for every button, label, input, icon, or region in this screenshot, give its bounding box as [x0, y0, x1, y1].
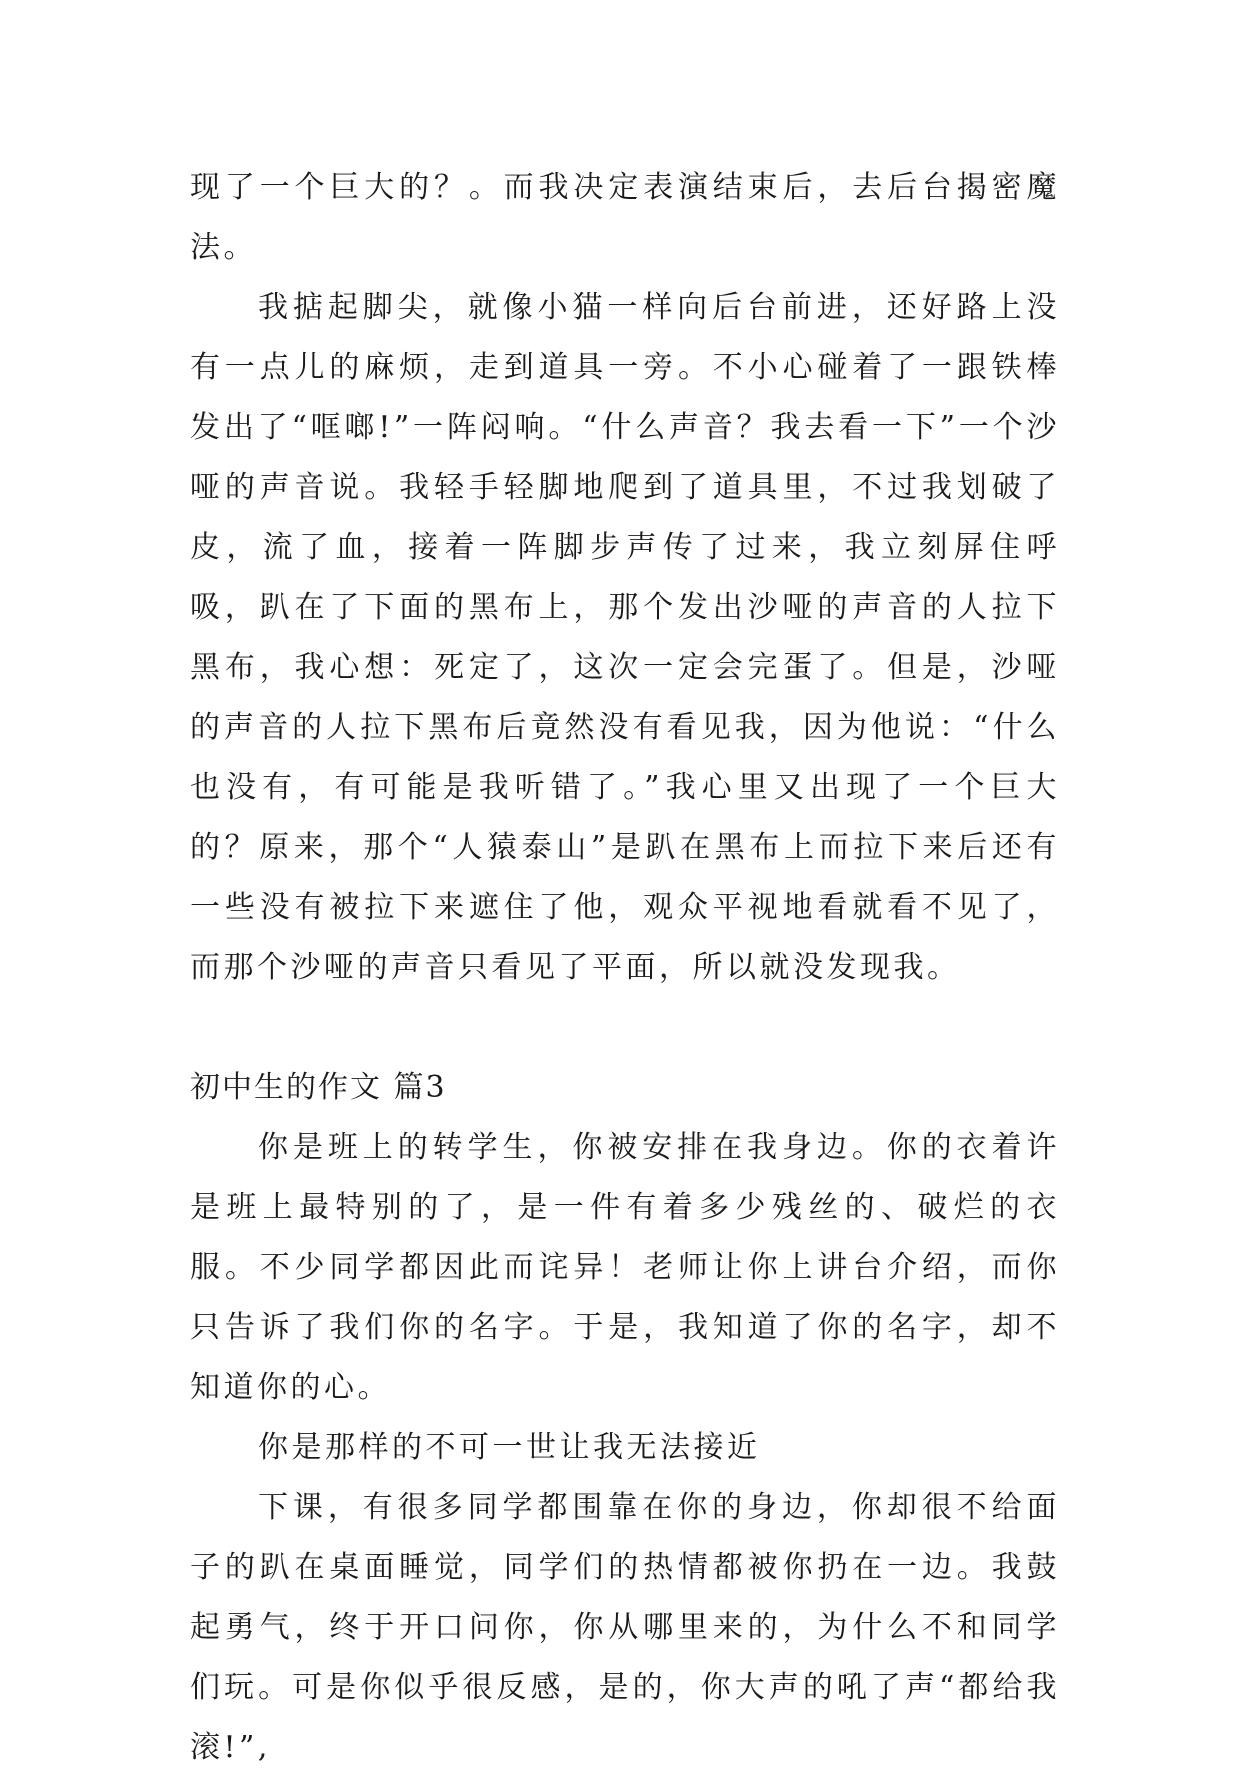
section-heading: 初中生的作文 篇3: [190, 1070, 447, 1105]
paragraph-continuation: 现了一个巨大的？。而我决定表演结束后，去后台揭密魔法。: [190, 170, 1060, 265]
paragraph-transfer-student: 你是班上的转学生，你被安排在我身边。你的衣着许是班上最特别的了，是一件有着多少残丝的、破烂的衣服。不少同学都因此而诧异！老师让你上讲台介绍，而你只告诉了我们你的名字。于是，我知道了你的名字，却不知道你的心。: [190, 1130, 1060, 1405]
paragraph-after-class: 下课，有很多同学都围靠在你的身边，你却很不给面子的趴在桌面睡觉，同学们的热情都被你扔在一边。我鼓起勇气，终于开口问你，你从哪里来的，为什么不和同学们玩。可是你似乎很反感，是的，你大声的吼了声“都给我滚!”,: [190, 1490, 1060, 1765]
document-body: [190, 158, 1060, 1778]
paragraph-unapproachable: 你是那样的不可一世让我无法接近: [258, 1430, 761, 1465]
paragraph-backstage: 我掂起脚尖，就像小猫一样向后台前进，还好路上没有一点儿的麻烦，走到道具一旁。不小心碰着了一跟铁棒发出了“哐啷!”一阵闷响。“什么声音？我去看一下”一个沙哑的声音说。我轻手轻脚地爬到了道具里，不过我划破了皮，流了血，接着一阵脚步声传了过来，我立刻屏住呼吸，趴在了下面的黑布上，那个发出沙哑的声音的人拉下黑布，我心想：死定了，这次一定会完蛋了。但是，沙哑的声音的人拉下黑布后竟然没有看见我，因为他说：“什么也没有，有可能是我听错了。”我心里又出现了一个巨大的？原来，那个“人猿泰山”是趴在黑布上而拉下来后还有一些没有被拉下来遮住了他，观众平视地看就看不见了，而那个沙哑的声音只看见了平面，所以就没发现我。: [190, 290, 1060, 985]
